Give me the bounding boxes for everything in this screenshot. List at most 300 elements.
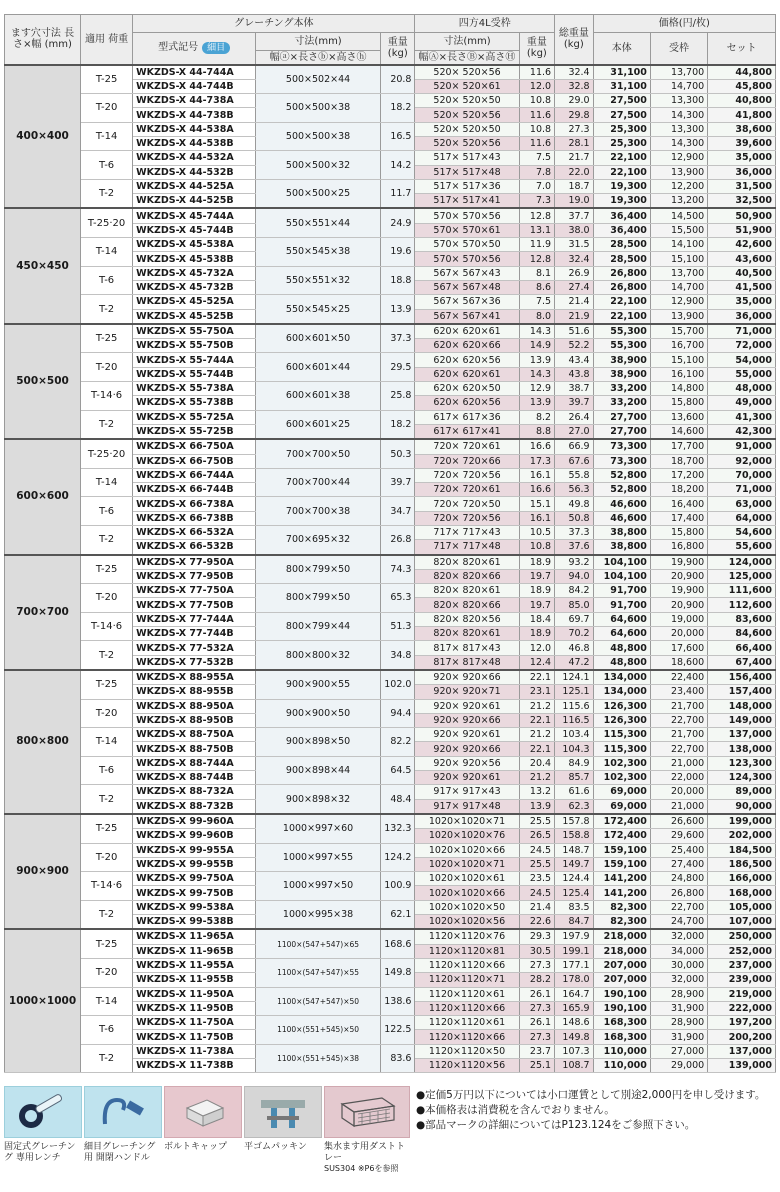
price-body-cell: 46,600 (593, 497, 650, 511)
model-cell: WKZDS-X 88-950A (133, 699, 256, 713)
total-weight-cell: 32.8 (555, 79, 594, 93)
frame-weight-cell: 19.7 (519, 598, 554, 612)
model-cell: WKZDS-X 55-744A (133, 353, 256, 367)
model-cell: WKZDS-X 88-950B (133, 713, 256, 727)
grating-dim-cell: 550×545×38 (256, 238, 381, 267)
total-weight-cell: 125.1 (555, 685, 594, 699)
frame-dim-cell: 520× 520×56 (415, 136, 519, 150)
total-weight-cell: 32.4 (555, 65, 594, 80)
load-cell: T-25 (81, 65, 133, 94)
price-frame-cell: 14,700 (650, 280, 707, 294)
frame-dim-cell: 517× 517×41 (415, 194, 519, 209)
price-frame-cell: 23,400 (650, 685, 707, 699)
total-weight-cell: 70.2 (555, 627, 594, 641)
size-cell: 800×800 (5, 670, 81, 814)
grating-dim-cell: 900×898×44 (256, 756, 381, 785)
model-cell: WKZDS-X 77-532B (133, 655, 256, 670)
frame-weight-cell: 26.1 (519, 1016, 554, 1030)
price-frame-cell: 29,600 (650, 829, 707, 843)
model-cell: WKZDS-X 66-744A (133, 468, 256, 482)
frame-weight-cell: 27.3 (519, 1001, 554, 1015)
frame-dim-cell: 820× 820×61 (415, 584, 519, 598)
price-frame-cell: 18,600 (650, 655, 707, 670)
total-weight-cell: 164.7 (555, 987, 594, 1001)
load-cell: T-6 (81, 266, 133, 295)
table-row (5, 872, 776, 886)
total-weight-cell: 29.0 (555, 94, 594, 108)
frame-dim-cell: 817× 817×43 (415, 641, 519, 655)
load-cell: T-25·20 (81, 439, 133, 468)
price-body-cell: 33,200 (593, 396, 650, 410)
price-body-cell: 27,500 (593, 108, 650, 122)
header-frame-dim-sub: 幅Ⓐ×長さⒷ×高さⒽ (415, 51, 519, 65)
total-weight-cell: 21.9 (555, 309, 594, 324)
model-cell: WKZDS-X 99-538A (133, 900, 256, 914)
frame-dim-cell: 620× 620×56 (415, 353, 519, 367)
size-group (5, 439, 776, 554)
price-frame-cell: 15,100 (650, 252, 707, 266)
frame-dim-cell: 1120×1120×66 (415, 1030, 519, 1044)
price-set-cell: 186,500 (708, 857, 776, 871)
total-weight-cell: 66.9 (555, 439, 594, 454)
model-cell: WKZDS-X 88-955A (133, 670, 256, 685)
frame-weight-cell: 10.8 (519, 540, 554, 555)
table-row (5, 929, 776, 944)
grating-weight-cell: 50.3 (381, 439, 415, 468)
total-weight-cell: 52.2 (555, 339, 594, 353)
size-group (5, 555, 776, 670)
load-cell: T-25·20 (81, 208, 133, 237)
price-frame-cell: 22,700 (650, 742, 707, 756)
load-cell: T-2 (81, 1044, 133, 1073)
price-body-cell: 218,000 (593, 929, 650, 944)
total-weight-cell: 124.4 (555, 872, 594, 886)
table-row (5, 266, 776, 280)
load-cell: T-25 (81, 929, 133, 958)
table-row (5, 353, 776, 367)
price-body-cell: 55,300 (593, 324, 650, 339)
price-set-cell: 219,000 (708, 987, 776, 1001)
header-grating-dim-sub: 幅ⓐ×長さⓑ×高さⓗ (256, 51, 381, 65)
header-total-weight: 総重量 (kg) (555, 15, 594, 65)
frame-dim-cell: 920× 920×66 (415, 742, 519, 756)
frame-weight-cell: 18.9 (519, 627, 554, 641)
price-frame-cell: 26,800 (650, 886, 707, 900)
total-weight-cell: 62.3 (555, 799, 594, 814)
grating-dim-cell: 600×601×38 (256, 382, 381, 411)
grating-dim-cell: 1000×997×50 (256, 872, 381, 901)
frame-weight-cell: 23.7 (519, 1044, 554, 1058)
frame-dim-cell: 617× 617×41 (415, 424, 519, 439)
table-row (5, 756, 776, 770)
price-body-cell: 207,000 (593, 973, 650, 987)
price-frame-cell: 28,900 (650, 1016, 707, 1030)
frame-dim-cell: 717× 717×48 (415, 540, 519, 555)
total-weight-cell: 94.0 (555, 569, 594, 583)
price-frame-cell: 13,200 (650, 194, 707, 209)
grating-weight-cell: 13.9 (381, 295, 415, 324)
size-cell: 400×400 (5, 65, 81, 209)
price-body-cell: 82,300 (593, 900, 650, 914)
load-cell: T-25 (81, 324, 133, 353)
price-frame-cell: 20,000 (650, 785, 707, 799)
load-cell: T-20 (81, 958, 133, 987)
table-header (5, 15, 776, 65)
frame-dim-cell: 567× 567×43 (415, 266, 519, 280)
price-body-cell: 110,000 (593, 1058, 650, 1072)
frame-dim-cell: 920× 920×61 (415, 699, 519, 713)
grating-weight-cell: 100.9 (381, 872, 415, 901)
frame-weight-cell: 25.1 (519, 1058, 554, 1072)
price-set-cell: 42,600 (708, 238, 776, 252)
grating-weight-cell: 132.3 (381, 814, 415, 843)
frame-weight-cell: 25.5 (519, 857, 554, 871)
price-body-cell: 73,300 (593, 439, 650, 454)
header-load: 適用 荷重 (81, 15, 133, 65)
price-frame-cell: 17,400 (650, 511, 707, 525)
table-row (5, 612, 776, 626)
total-weight-cell: 61.6 (555, 785, 594, 799)
table-row (5, 151, 776, 165)
grating-dim-cell: 500×500×38 (256, 122, 381, 151)
model-cell: WKZDS-X 11-950A (133, 987, 256, 1001)
table-row (5, 238, 776, 252)
model-cell: WKZDS-X 99-955B (133, 857, 256, 871)
size-cell: 600×600 (5, 439, 81, 554)
price-frame-cell: 30,000 (650, 958, 707, 972)
price-body-cell: 126,300 (593, 713, 650, 727)
total-weight-cell: 28.1 (555, 136, 594, 150)
model-cell: WKZDS-X 55-738A (133, 382, 256, 396)
total-weight-cell: 85.7 (555, 771, 594, 785)
grating-dim-cell: 600×601×44 (256, 353, 381, 382)
price-body-cell: 168,300 (593, 1016, 650, 1030)
price-frame-cell: 16,800 (650, 540, 707, 555)
total-weight-cell: 46.8 (555, 641, 594, 655)
price-frame-cell: 15,100 (650, 353, 707, 367)
price-body-cell: 38,800 (593, 540, 650, 555)
load-cell: T-14·6 (81, 872, 133, 901)
price-frame-cell: 14,600 (650, 424, 707, 439)
price-set-cell: 35,000 (708, 151, 776, 165)
grating-dim-cell: 1000×995×38 (256, 900, 381, 929)
frame-dim-cell: 920× 920×56 (415, 756, 519, 770)
load-cell: T-14·6 (81, 612, 133, 641)
table-row (5, 670, 776, 685)
model-cell: WKZDS-X 77-532A (133, 641, 256, 655)
accessory-sublabel: SUS304 ※P6を参照 (324, 1164, 399, 1173)
model-cell: WKZDS-X 88-750A (133, 728, 256, 742)
frame-weight-cell: 17.3 (519, 454, 554, 468)
price-frame-cell: 18,700 (650, 454, 707, 468)
price-body-cell: 27,700 (593, 410, 650, 424)
model-cell: WKZDS-X 77-744A (133, 612, 256, 626)
frame-dim-cell: 1120×1120×61 (415, 987, 519, 1001)
frame-weight-cell: 7.8 (519, 165, 554, 179)
grating-dim-cell: 900×900×55 (256, 670, 381, 699)
price-body-cell: 69,000 (593, 785, 650, 799)
total-weight-cell: 29.8 (555, 108, 594, 122)
price-body-cell: 91,700 (593, 598, 650, 612)
accessory-label: 平ゴムパッキン (244, 1142, 307, 1152)
frame-dim-cell: 1020×1020×50 (415, 900, 519, 914)
total-weight-cell: 39.7 (555, 396, 594, 410)
table-row (5, 382, 776, 396)
price-frame-cell: 19,900 (650, 555, 707, 570)
price-set-cell: 239,000 (708, 973, 776, 987)
grating-dim-cell: 900×898×50 (256, 728, 381, 757)
accessory-wrench (4, 1086, 82, 1164)
frame-weight-cell: 12.9 (519, 382, 554, 396)
price-set-cell: 91,000 (708, 439, 776, 454)
total-weight-cell: 47.2 (555, 655, 594, 670)
price-set-cell: 222,000 (708, 1001, 776, 1015)
size-cell: 700×700 (5, 555, 81, 670)
model-cell: WKZDS-X 45-525B (133, 309, 256, 324)
price-set-cell: 157,400 (708, 685, 776, 699)
total-weight-cell: 148.6 (555, 1016, 594, 1030)
price-set-cell: 237,000 (708, 958, 776, 972)
frame-weight-cell: 14.3 (519, 367, 554, 381)
grating-dim-cell: 800×799×50 (256, 584, 381, 613)
total-weight-cell: 37.3 (555, 526, 594, 540)
frame-dim-cell: 620× 620×61 (415, 367, 519, 381)
price-body-cell: 172,400 (593, 814, 650, 829)
model-cell: WKZDS-X 88-744A (133, 756, 256, 770)
price-frame-cell: 19,000 (650, 612, 707, 626)
model-cell: WKZDS-X 45-525A (133, 295, 256, 309)
table-row (5, 468, 776, 482)
price-frame-cell: 12,900 (650, 295, 707, 309)
frame-weight-cell: 22.6 (519, 915, 554, 930)
table-row (5, 65, 776, 80)
grating-weight-cell: 19.6 (381, 238, 415, 267)
frame-dim-cell: 1020×1020×76 (415, 829, 519, 843)
frame-dim-cell: 517× 517×48 (415, 165, 519, 179)
frame-weight-cell: 8.6 (519, 280, 554, 294)
frame-weight-cell: 24.5 (519, 886, 554, 900)
grating-dim-cell: 550×551×32 (256, 266, 381, 295)
frame-dim-cell: 570× 570×56 (415, 252, 519, 266)
frame-dim-cell: 1120×1120×61 (415, 1016, 519, 1030)
header-frame-group: 四方4L受枠 (415, 15, 555, 33)
notes (416, 1088, 776, 1133)
model-cell: WKZDS-X 88-732B (133, 799, 256, 814)
price-body-cell: 207,000 (593, 958, 650, 972)
price-frame-cell: 13,600 (650, 410, 707, 424)
load-cell: T-20 (81, 584, 133, 613)
frame-dim-cell: 1020×1020×66 (415, 843, 519, 857)
total-weight-cell: 158.8 (555, 829, 594, 843)
price-frame-cell: 22,700 (650, 713, 707, 727)
frame-weight-cell: 27.3 (519, 958, 554, 972)
model-cell: WKZDS-X 99-960A (133, 814, 256, 829)
model-cell: WKZDS-X 55-738B (133, 396, 256, 410)
model-cell: WKZDS-X 45-744A (133, 208, 256, 223)
price-set-cell: 39,600 (708, 136, 776, 150)
price-frame-cell: 22,400 (650, 670, 707, 685)
price-set-cell: 137,000 (708, 728, 776, 742)
load-cell: T-2 (81, 641, 133, 670)
total-weight-cell: 37.7 (555, 208, 594, 223)
total-weight-cell: 27.0 (555, 424, 594, 439)
grating-dim-cell: 1000×997×55 (256, 843, 381, 872)
price-frame-cell: 31,900 (650, 1001, 707, 1015)
frame-dim-cell: 717× 717×43 (415, 526, 519, 540)
price-frame-cell: 22,700 (650, 900, 707, 914)
grating-weight-cell: 20.8 (381, 65, 415, 94)
frame-weight-cell: 23.1 (519, 685, 554, 699)
price-frame-cell: 17,700 (650, 439, 707, 454)
table-row (5, 958, 776, 972)
total-weight-cell: 93.2 (555, 555, 594, 570)
frame-weight-cell: 26.5 (519, 829, 554, 843)
price-body-cell: 36,400 (593, 208, 650, 223)
price-set-cell: 31,500 (708, 179, 776, 193)
price-set-cell: 124,300 (708, 771, 776, 785)
price-frame-cell: 34,000 (650, 944, 707, 958)
frame-dim-cell: 620× 620×50 (415, 382, 519, 396)
price-frame-cell: 31,900 (650, 1030, 707, 1044)
size-group (5, 670, 776, 814)
table-row (5, 843, 776, 857)
header-price-set: セット (708, 33, 776, 65)
size-group (5, 208, 776, 323)
frame-dim-cell: 1120×1120×76 (415, 929, 519, 944)
load-cell: T-14 (81, 238, 133, 267)
price-body-cell: 52,800 (593, 483, 650, 497)
total-weight-cell: 177.1 (555, 958, 594, 972)
grating-weight-cell: 24.9 (381, 208, 415, 237)
price-body-cell: 159,100 (593, 857, 650, 871)
frame-dim-cell: 917× 917×43 (415, 785, 519, 799)
frame-dim-cell: 620× 620×66 (415, 339, 519, 353)
frame-weight-cell: 21.2 (519, 771, 554, 785)
price-set-cell: 197,200 (708, 1016, 776, 1030)
frame-dim-cell: 520× 520×50 (415, 94, 519, 108)
table-row (5, 555, 776, 570)
model-cell: WKZDS-X 44-744B (133, 79, 256, 93)
frame-weight-cell: 16.1 (519, 511, 554, 525)
grating-dim-cell: 700×700×50 (256, 439, 381, 468)
model-cell: WKZDS-X 55-750A (133, 324, 256, 339)
load-cell: T-6 (81, 1016, 133, 1045)
grating-weight-cell: 18.2 (381, 410, 415, 439)
grating-weight-cell: 168.6 (381, 929, 415, 958)
price-body-cell: 48,800 (593, 641, 650, 655)
total-weight-cell: 108.7 (555, 1058, 594, 1072)
model-cell: WKZDS-X 66-750B (133, 454, 256, 468)
price-frame-cell: 20,900 (650, 569, 707, 583)
price-body-cell: 31,100 (593, 79, 650, 93)
total-weight-cell: 27.4 (555, 280, 594, 294)
frame-dim-cell: 1020×1020×66 (415, 886, 519, 900)
grating-dim-cell: 600×601×25 (256, 410, 381, 439)
frame-weight-cell: 20.4 (519, 756, 554, 770)
price-body-cell: 172,400 (593, 829, 650, 843)
header-grating-group: グレーチング本体 (133, 15, 415, 33)
model-cell: WKZDS-X 77-950B (133, 569, 256, 583)
price-frame-cell: 21,000 (650, 756, 707, 770)
price-body-cell: 102,300 (593, 756, 650, 770)
model-cell: WKZDS-X 55-744B (133, 367, 256, 381)
frame-weight-cell: 11.6 (519, 65, 554, 80)
price-set-cell: 184,500 (708, 843, 776, 857)
load-cell: T-14 (81, 122, 133, 151)
frame-weight-cell: 18.9 (519, 555, 554, 570)
frame-dim-cell: 720× 720×61 (415, 439, 519, 454)
frame-weight-cell: 13.9 (519, 396, 554, 410)
frame-dim-cell: 820× 820×61 (415, 555, 519, 570)
load-cell: T-14 (81, 468, 133, 497)
frame-weight-cell: 12.8 (519, 208, 554, 223)
frame-dim-cell: 720× 720×50 (415, 497, 519, 511)
total-weight-cell: 22.0 (555, 165, 594, 179)
table-row (5, 987, 776, 1001)
total-weight-cell: 197.9 (555, 929, 594, 944)
price-set-cell: 64,000 (708, 511, 776, 525)
grating-weight-cell: 34.8 (381, 641, 415, 670)
total-weight-cell: 67.6 (555, 454, 594, 468)
total-weight-cell: 37.6 (555, 540, 594, 555)
grating-weight-cell: 82.2 (381, 728, 415, 757)
price-body-cell: 33,200 (593, 382, 650, 396)
model-cell: WKZDS-X 11-750A (133, 1016, 256, 1030)
load-cell: T-25 (81, 814, 133, 843)
grating-dim-cell: 500×500×38 (256, 94, 381, 123)
grating-dim-cell: 800×799×44 (256, 612, 381, 641)
frame-weight-cell: 18.9 (519, 584, 554, 598)
frame-weight-cell: 7.5 (519, 295, 554, 309)
frame-weight-cell: 28.2 (519, 973, 554, 987)
frame-weight-cell: 21.2 (519, 728, 554, 742)
price-frame-cell: 15,700 (650, 324, 707, 339)
frame-weight-cell: 10.5 (519, 526, 554, 540)
price-body-cell: 91,700 (593, 584, 650, 598)
frame-dim-cell: 1020×1020×71 (415, 814, 519, 829)
model-cell: WKZDS-X 11-965B (133, 944, 256, 958)
price-frame-cell: 14,100 (650, 238, 707, 252)
frame-dim-cell: 1120×1120×56 (415, 1058, 519, 1072)
price-set-cell: 54,000 (708, 353, 776, 367)
frame-dim-cell: 567× 567×48 (415, 280, 519, 294)
model-cell: WKZDS-X 44-744A (133, 65, 256, 80)
model-cell: WKZDS-X 55-725A (133, 410, 256, 424)
frame-dim-cell: 720× 720×56 (415, 511, 519, 525)
grating-weight-cell: 149.8 (381, 958, 415, 987)
frame-weight-cell: 13.9 (519, 799, 554, 814)
price-set-cell: 38,600 (708, 122, 776, 136)
model-cell: WKZDS-X 11-965A (133, 929, 256, 944)
total-weight-cell: 38.0 (555, 223, 594, 237)
size-cell: 450×450 (5, 208, 81, 323)
price-frame-cell: 32,000 (650, 929, 707, 944)
frame-dim-cell: 820× 820×61 (415, 627, 519, 641)
total-weight-cell: 148.7 (555, 843, 594, 857)
price-body-cell: 22,100 (593, 309, 650, 324)
total-weight-cell: 19.0 (555, 194, 594, 209)
rubber-packing-icon (244, 1086, 322, 1138)
price-body-cell: 82,300 (593, 915, 650, 930)
total-weight-cell: 21.7 (555, 151, 594, 165)
price-set-cell: 125,000 (708, 569, 776, 583)
price-set-cell: 112,600 (708, 598, 776, 612)
model-cell: WKZDS-X 45-538B (133, 252, 256, 266)
frame-dim-cell: 1120×1120×71 (415, 973, 519, 987)
total-weight-cell: 104.3 (555, 742, 594, 756)
frame-dim-cell: 817× 817×48 (415, 655, 519, 670)
price-body-cell: 31,100 (593, 65, 650, 80)
